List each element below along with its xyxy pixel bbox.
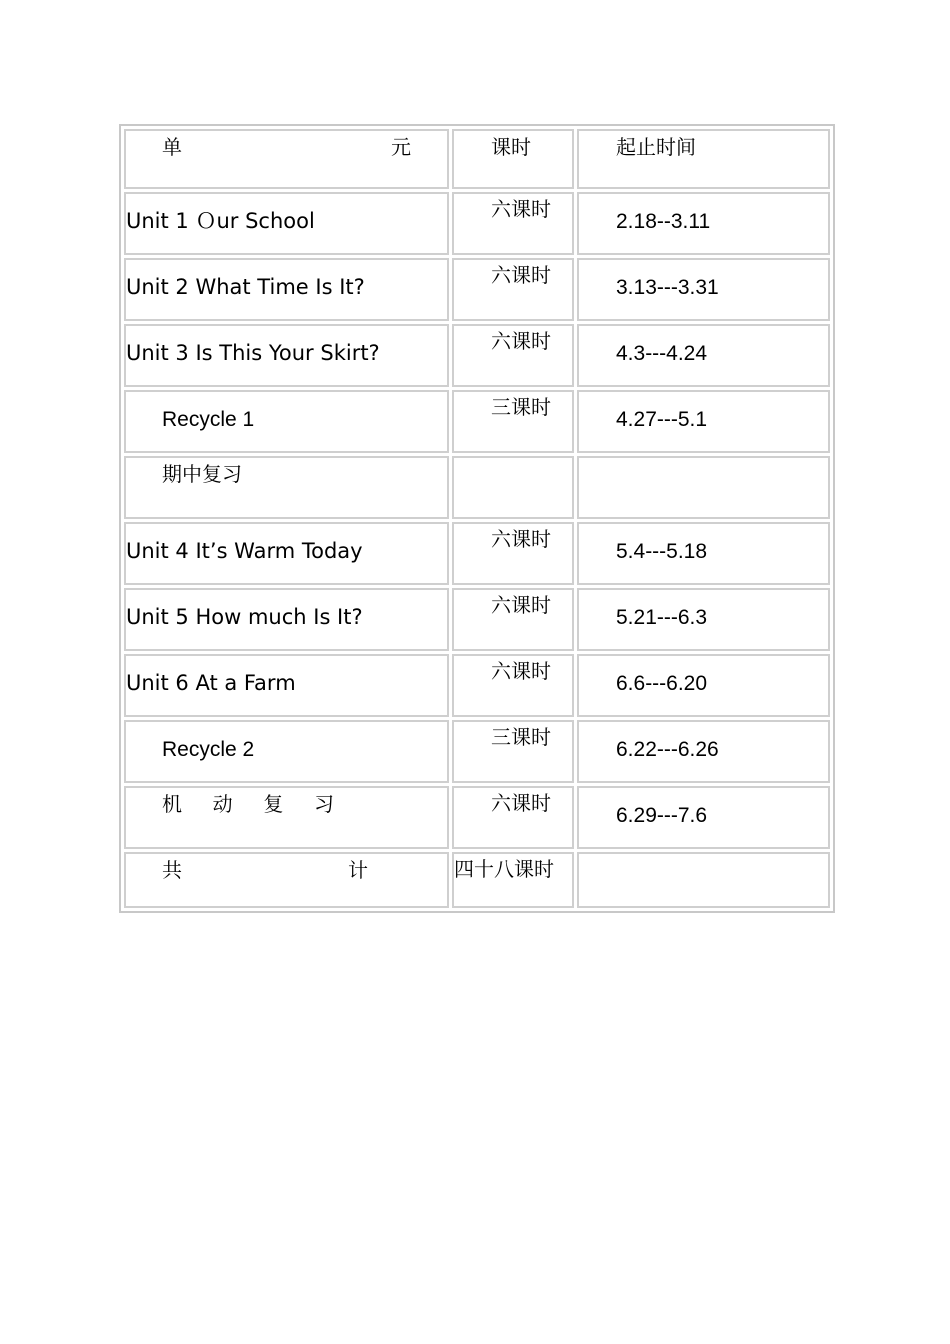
dates-value: 6.22---6.26 [616, 738, 719, 761]
unit-char: 复 [263, 792, 284, 816]
header-hours-label: 课时 [491, 135, 531, 159]
unit-cell [124, 720, 449, 783]
dates-value: 4.27---5.1 [616, 408, 708, 431]
dates-value: 4.3---4.24 [616, 342, 708, 365]
hours-value [454, 458, 572, 461]
unit-name: 期中复习 [162, 462, 242, 486]
unit-char: 动 [212, 792, 233, 816]
dates-value [579, 458, 828, 473]
table-row [124, 654, 830, 717]
dates-cell [577, 786, 830, 849]
hours-cell [452, 522, 574, 585]
dates-value: 6.6---6.20 [616, 672, 708, 695]
unit-char: 机 [162, 792, 182, 816]
hours-cell [452, 720, 574, 783]
total-label [126, 854, 368, 882]
dates-cell [577, 456, 830, 519]
table-row [124, 192, 830, 255]
table-row [124, 522, 830, 585]
unit-cell [124, 258, 449, 321]
header-dates-cell [577, 129, 830, 189]
hours-cell [452, 588, 574, 651]
dates-cell [577, 192, 830, 255]
table-row [124, 258, 830, 321]
total-dates-cell [577, 852, 830, 908]
hours-cell [452, 324, 574, 387]
unit-name: Recycle 1 [162, 408, 255, 431]
hours-value: 六课时 [491, 263, 551, 287]
header-unit-cell [124, 129, 449, 189]
total-label-cell [124, 852, 449, 908]
unit-name: Unit 4 It’s Warm Today [126, 539, 363, 563]
hours-cell [452, 456, 574, 519]
table-row [124, 324, 830, 387]
unit-cell [124, 654, 449, 717]
unit-name: Unit 5 How much Is It? [126, 605, 363, 629]
unit-cell [124, 324, 449, 387]
table-row [124, 390, 830, 453]
dates-value: 2.18--3.11 [616, 210, 711, 233]
hours-value: 六课时 [491, 197, 551, 221]
unit-name: Unit 2 What Time Is It? [126, 275, 365, 299]
header-unit-char: 单 [162, 135, 182, 159]
table-header-row [124, 129, 830, 189]
unit-name: Unit 3 Is This Your Skirt? [126, 341, 380, 365]
dates-value: 6.29---7.6 [616, 804, 708, 827]
dates-cell [577, 654, 830, 717]
unit-cell [124, 390, 449, 453]
unit-name: Recycle 2 [162, 738, 255, 761]
hours-cell [452, 654, 574, 717]
hours-value: 六课时 [491, 791, 551, 815]
dates-value: 5.4---5.18 [616, 540, 708, 563]
schedule-table [119, 124, 835, 913]
hours-cell [452, 786, 574, 849]
dates-value: 5.21---6.3 [616, 606, 708, 629]
hours-value: 六课时 [491, 659, 551, 683]
dates-cell [577, 720, 830, 783]
unit-name: Unit 6 At a Farm [126, 671, 296, 695]
unit-name-spread [126, 788, 334, 816]
hours-value: 六课时 [491, 329, 551, 353]
total-hours-value: 四十八课时 [454, 857, 554, 881]
unit-cell [124, 192, 449, 255]
header-hours-cell [452, 129, 574, 189]
table-row [124, 456, 830, 519]
total-char: 共 [162, 858, 182, 882]
hours-value: 三课时 [491, 395, 551, 419]
unit-char: 习 [313, 792, 334, 816]
header-unit-char: 元 [391, 135, 411, 159]
total-char: 计 [348, 858, 368, 882]
dates-value: 3.13---3.31 [616, 276, 719, 299]
header-dates-label: 起止时间 [616, 135, 696, 159]
hours-cell [452, 390, 574, 453]
total-row [124, 852, 830, 908]
table-row [124, 786, 830, 849]
total-hours-cell [452, 852, 574, 908]
hours-value: 六课时 [491, 593, 551, 617]
hours-cell [452, 258, 574, 321]
dates-cell [577, 258, 830, 321]
dates-cell [577, 390, 830, 453]
dates-cell [577, 324, 830, 387]
unit-name: Unit 1 Ｏur School [126, 209, 315, 233]
unit-cell [124, 522, 449, 585]
unit-cell [124, 786, 449, 849]
total-dates-value [579, 854, 828, 869]
hours-cell [452, 192, 574, 255]
dates-cell [577, 522, 830, 585]
unit-cell [124, 588, 449, 651]
hours-value: 六课时 [491, 527, 551, 551]
unit-cell [124, 456, 449, 519]
table-row [124, 588, 830, 651]
hours-value: 三课时 [491, 725, 551, 749]
dates-cell [577, 588, 830, 651]
table-row [124, 720, 830, 783]
